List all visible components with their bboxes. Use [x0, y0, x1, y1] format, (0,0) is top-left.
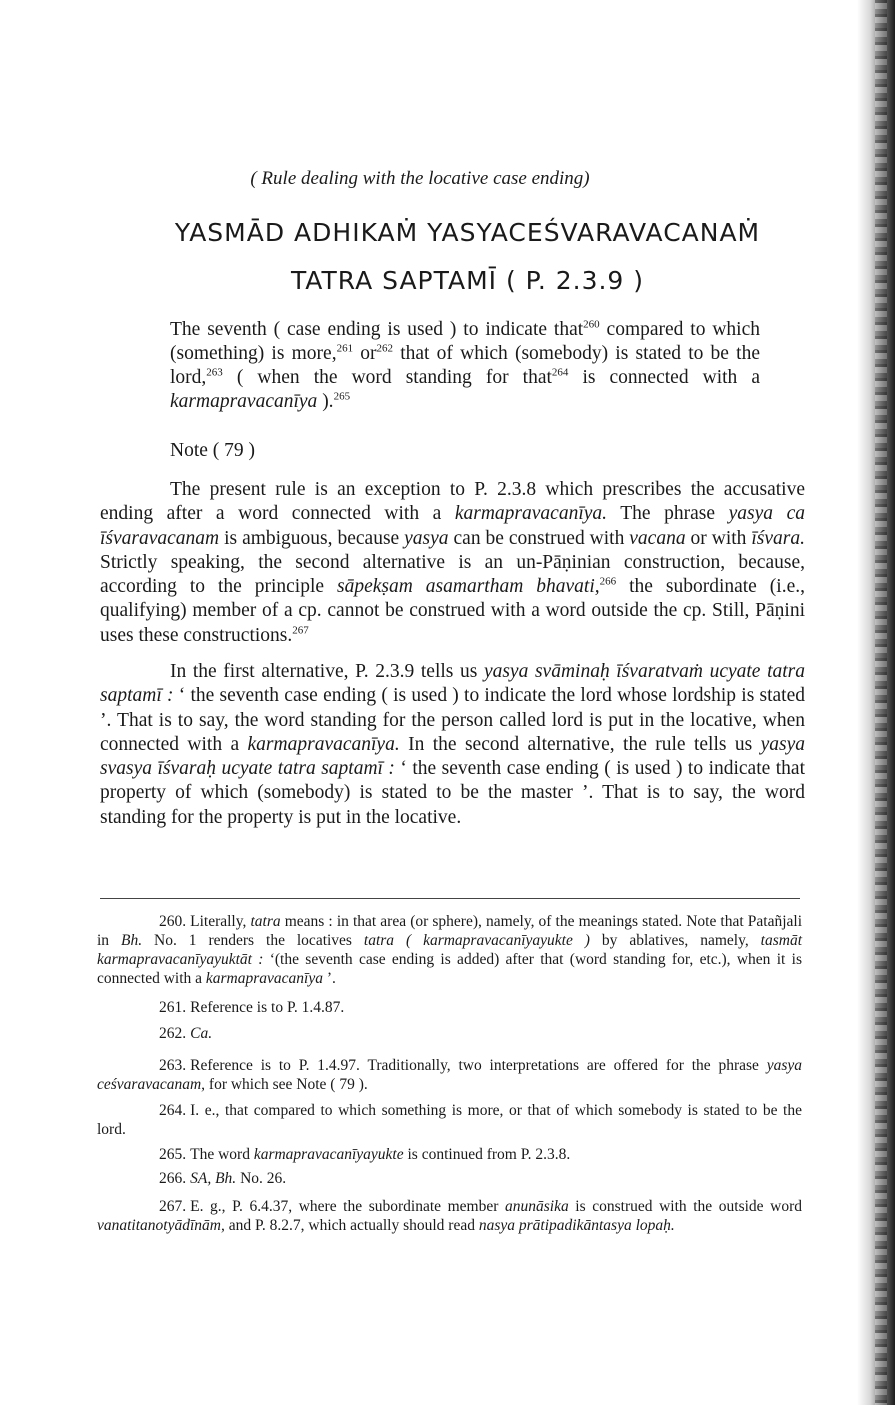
para-term: sāpekṣam asamartham bhavati, — [337, 576, 600, 598]
footnote-divider — [100, 898, 800, 899]
footnote-text: ’. — [322, 970, 336, 987]
para-term: karmapravacanīya. — [247, 733, 400, 755]
para-text: The present rule is an exception to P. 2.3.8 which prescribes the accusative ending after a word connected with a — [100, 479, 805, 525]
footnote-text: Reference is to P. 1.4.87. — [190, 999, 345, 1016]
footnote-term: yasya ceśvaravacanam, — [97, 1057, 802, 1093]
footnote-text: E. g., P. 6.4.37, where the subordinate member — [190, 1198, 505, 1215]
footnote-text: means : in that area (or sphere), namely, of the meanings stated. Note that Patañjali in — [97, 913, 803, 949]
footnote-term: karmapravacanīya — [205, 970, 323, 987]
footnote-text: Reference is to P. 1.4.97. Traditionally, two interpretations are offered for the phrase — [190, 1057, 767, 1074]
footnote-number: 264. — [159, 1102, 187, 1119]
footnote-number: 267. — [159, 1198, 187, 1215]
para-term: vacana — [629, 527, 686, 549]
footnote-ref-263: 263 — [206, 366, 223, 379]
footnote-ref-265: 265 — [333, 390, 351, 403]
para-term: īśvara. — [751, 527, 805, 549]
translation-text: ). — [317, 391, 334, 412]
para-text: or with — [685, 527, 752, 549]
rule-translation — [170, 318, 760, 414]
translation-text: is connected with a — [568, 367, 761, 388]
footnote-term: SA, Bh. — [190, 1170, 237, 1187]
footnote-number: 265. — [159, 1146, 187, 1163]
footnote-260 — [97, 912, 802, 988]
para-text: In the second alternative, the rule tells us — [399, 733, 761, 755]
footnote-text: by ablatives, namely, — [589, 932, 761, 949]
footnote-ref-267: 267 — [292, 624, 309, 637]
para-text: the subordinate (i.e., qualifying) member of a cp. cannot be construed with a word outside the cp. Still, Pāṇini uses these constructions. — [100, 576, 805, 646]
footnote-ref-261: 261 — [336, 342, 354, 355]
footnote-266 — [97, 1169, 802, 1188]
footnote-ref-266: 266 — [599, 575, 617, 588]
footnote-term: nasya prātipadikāntasya lopaḥ. — [478, 1217, 675, 1234]
footnote-term: tasmāt karmapravacanīyayuktāt : — [97, 932, 802, 968]
footnote-term: karmapravacanīyayukte — [253, 1146, 404, 1163]
translation-term: karmapravacanīya — [170, 391, 318, 412]
footnote-term: tatra — [250, 913, 281, 930]
footnote-text: No. 1 renders the locatives — [142, 932, 364, 949]
footnote-262 — [97, 1024, 802, 1043]
footnote-number: 263. — [159, 1057, 187, 1074]
footnote-263 — [97, 1056, 802, 1094]
para-text: Strictly speaking, the second alternative is an un-Pāṇinian construction, because, according to the principle — [100, 551, 805, 598]
footnote-text: No. 26. — [236, 1170, 287, 1187]
footnote-term: anunāsika — [505, 1198, 569, 1215]
note-paragraph-1 — [100, 478, 805, 648]
footnote-text: is continued from P. 2.3.8. — [403, 1146, 571, 1163]
footnote-265 — [97, 1145, 802, 1164]
footnote-text: and P. 8.2.7, which actually should read — [224, 1217, 479, 1234]
translation-text: compared to which (something) is more, — [170, 319, 761, 364]
footnote-ref-260: 260 — [583, 318, 600, 331]
footnote-ref-262: 262 — [376, 342, 394, 355]
para-text: ‘ the seventh case ending ( is used ) to indicate that property of which (somebody) is stated to be the master ’. That is to say, the word standing for the property is put in the locative. — [100, 758, 805, 828]
translation-text: that of which (somebody) is stated to be the lord, — [170, 343, 760, 388]
footnote-text: ‘(the seventh case ending is added) after that (word standing for, etc.), when it is connected with a — [97, 951, 802, 987]
para-term: karmapravacanīya. — [454, 503, 608, 525]
translation-text: or — [353, 343, 377, 364]
para-term: yasya svasya īśvaraḥ ucyate tatra saptamī : — [100, 733, 805, 780]
rule-heading-line-1: YASMĀD ADHIKAṀ YASYACEŚVARAVACANAṀ — [174, 218, 761, 247]
para-text: The phrase — [607, 503, 729, 525]
footnote-text: I. e., that compared to which something is more, or that of which somebody is stated to be the lord. — [97, 1102, 802, 1138]
footnote-term: tatra ( karmapravacanīyayukte ) — [363, 932, 590, 949]
footnote-267 — [97, 1197, 802, 1235]
footnote-text: for which see Note ( 79 ). — [205, 1076, 368, 1093]
footnote-number: 266. — [159, 1170, 187, 1187]
para-term: yasya svāminaḥ īśvaratvaṁ ucyate tatra saptamī : — [100, 661, 805, 707]
footnote-number: 262. — [159, 1025, 187, 1042]
footnote-term: vanatitanotyādīnām, — [97, 1217, 225, 1234]
footnote-text: Literally, — [190, 913, 251, 930]
para-term: yasya — [404, 527, 449, 549]
footnote-text: The word — [190, 1146, 254, 1163]
footnote-term: Ca. — [190, 1025, 213, 1042]
footnote-number: 260. — [159, 913, 187, 930]
section-subtitle: ( Rule dealing with the locative case ending) — [250, 168, 590, 189]
footnote-term: Bh. — [121, 932, 143, 949]
binding-speckle — [875, 0, 887, 1405]
para-text: can be construed with — [448, 527, 630, 549]
footnote-number: 261. — [159, 999, 187, 1016]
rule-heading-line-2: TATRA SAPTAMĪ ( P. 2.3.9 ) — [290, 266, 645, 295]
para-text: In the first alternative, P. 2.3.9 tells us — [170, 661, 484, 682]
para-text: ‘ the seventh case ending ( is used ) to indicate the lord whose lordship is stated ’. That is to say, the word standing for the person called lord is put in the locative, when connected with a — [100, 685, 805, 755]
translation-text: ( when the word standing for that — [222, 367, 552, 388]
footnote-264 — [97, 1101, 802, 1139]
para-term: yasya ca īśvaravacanam — [100, 503, 805, 549]
para-text: is ambiguous, because — [219, 527, 405, 549]
footnote-ref-264: 264 — [551, 366, 569, 379]
note-heading: Note ( 79 ) — [170, 440, 256, 461]
footnote-text: is construed with the outside word — [568, 1198, 802, 1215]
footnote-261 — [97, 998, 802, 1017]
translation-text: The seventh ( case ending is used ) to indicate that — [170, 319, 584, 340]
note-paragraph-2 — [100, 660, 805, 830]
